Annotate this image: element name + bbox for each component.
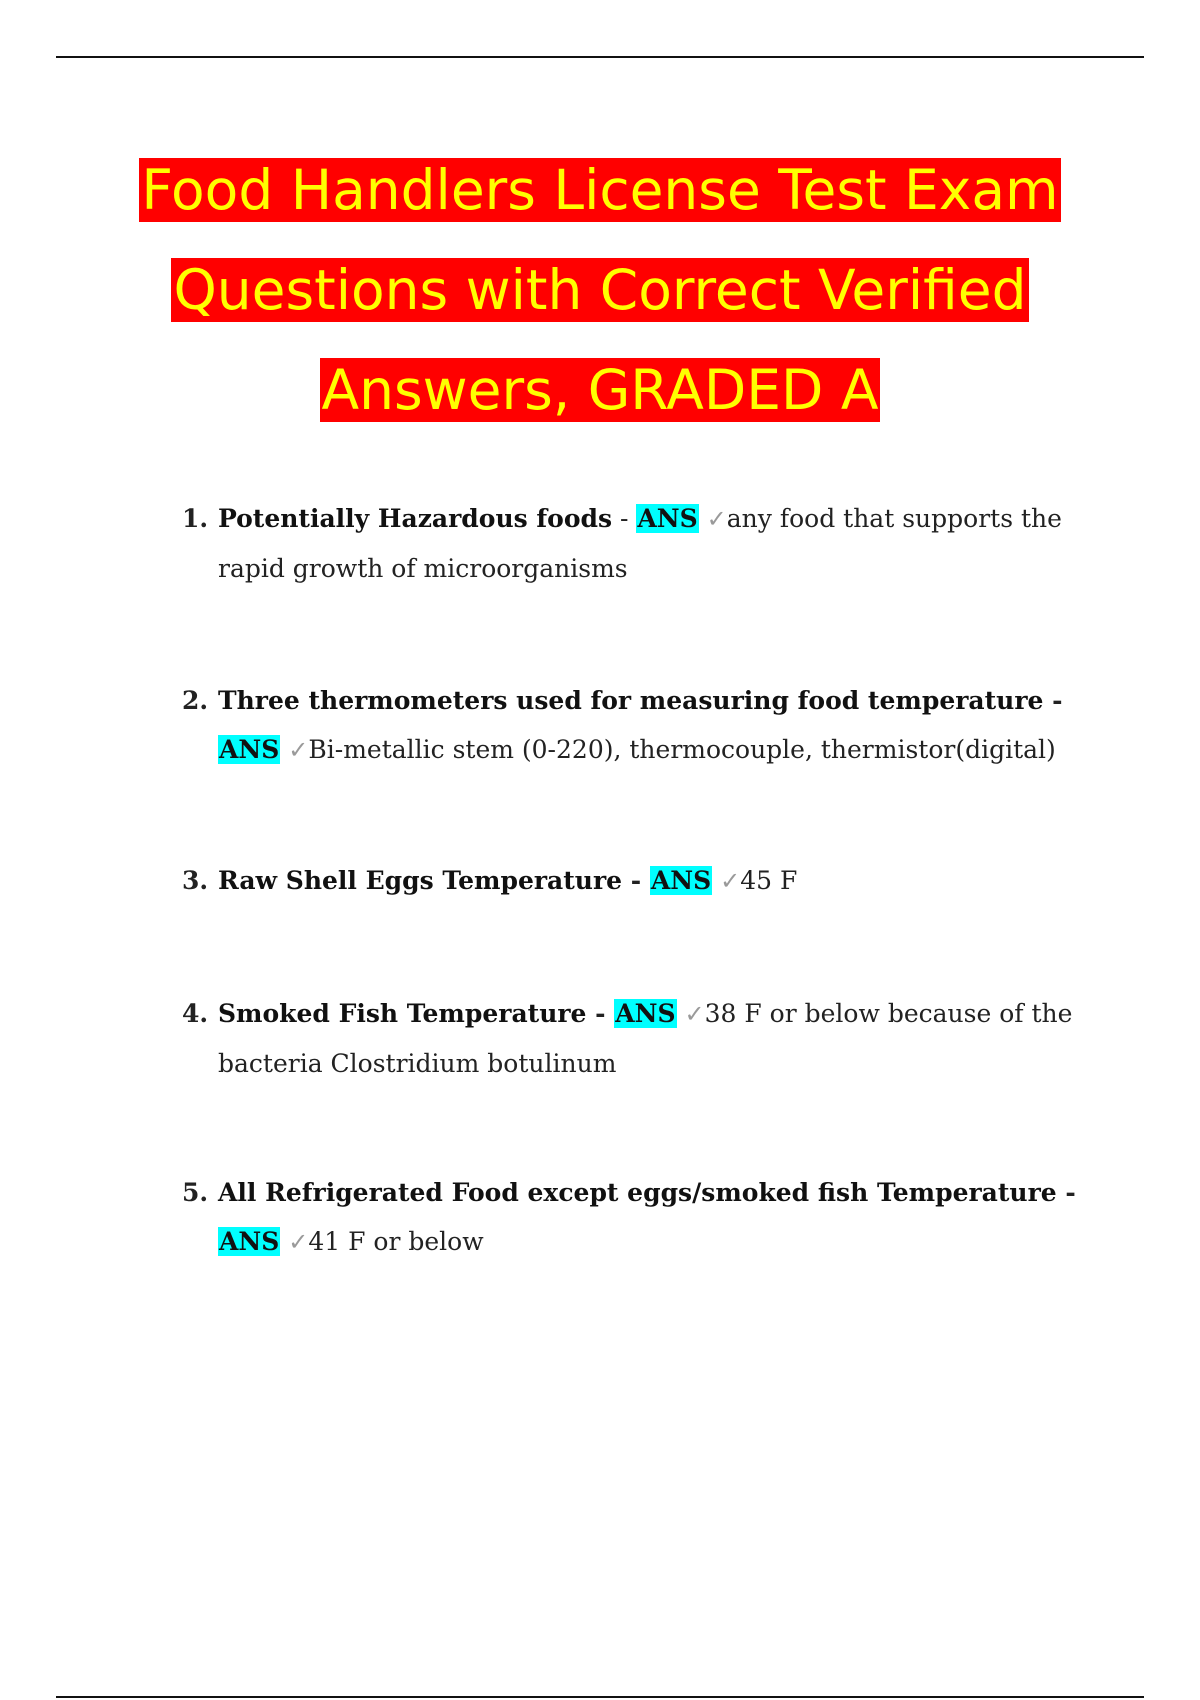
question-separator: - <box>586 999 615 1028</box>
ans-label: ANS <box>219 1227 280 1256</box>
answer-text: 45 F <box>740 866 798 895</box>
checkmark-icon: ✓ <box>288 736 309 764</box>
checkmark-icon: ✓ <box>684 1000 705 1028</box>
ans-label: ANS <box>650 866 712 895</box>
question-item-2 <box>182 676 1082 775</box>
question-number: 1. <box>182 504 209 533</box>
question-separator: - <box>612 504 637 533</box>
checkmark-icon: ✓ <box>720 867 741 895</box>
question-text: All Refrigerated Food except eggs/smoked fish Temperature <box>218 1178 1057 1207</box>
question-text: Potentially Hazardous foods <box>218 504 613 533</box>
question-item-4 <box>182 989 1082 1088</box>
answer-text: 41 F or below <box>308 1227 484 1256</box>
bottom-rule <box>56 1696 1144 1698</box>
question-separator: - <box>1043 686 1063 715</box>
document-title <box>100 140 1100 440</box>
ans-label: ANS <box>615 999 676 1028</box>
top-rule <box>56 56 1144 58</box>
checkmark-icon: ✓ <box>706 505 727 533</box>
answer-text: 38 F or below because of the bacteria Clostridium botulinum <box>218 999 1073 1078</box>
title-line-2: Questions with Correct Verified <box>173 258 1027 322</box>
question-item-5 <box>182 1168 1082 1267</box>
question-text: Three thermometers used for measuring food temperature <box>218 686 1044 715</box>
question-item-3 <box>182 856 1082 906</box>
question-text: Smoked Fish Temperature <box>218 999 587 1028</box>
question-item-1 <box>182 494 1082 593</box>
question-separator: - <box>622 866 650 895</box>
question-number: 2. <box>182 686 209 715</box>
answer-text: Bi-metallic stem (0-220), thermocouple, thermistor(digital) <box>308 735 1056 764</box>
checkmark-icon: ✓ <box>288 1228 309 1256</box>
ans-label: ANS <box>219 735 280 764</box>
question-number: 5. <box>182 1178 209 1207</box>
answer-text: any food that supports the rapid growth of microorganisms <box>218 504 1062 583</box>
question-number: 3. <box>182 866 209 895</box>
question-text: Raw Shell Eggs Temperature <box>218 866 623 895</box>
question-separator: - <box>1056 1178 1076 1207</box>
title-line-3: Answers, GRADED A <box>321 358 879 422</box>
title-line-1: Food Handlers License Test Exam <box>141 158 1059 222</box>
ans-label: ANS <box>637 504 698 533</box>
question-number: 4. <box>182 999 209 1028</box>
